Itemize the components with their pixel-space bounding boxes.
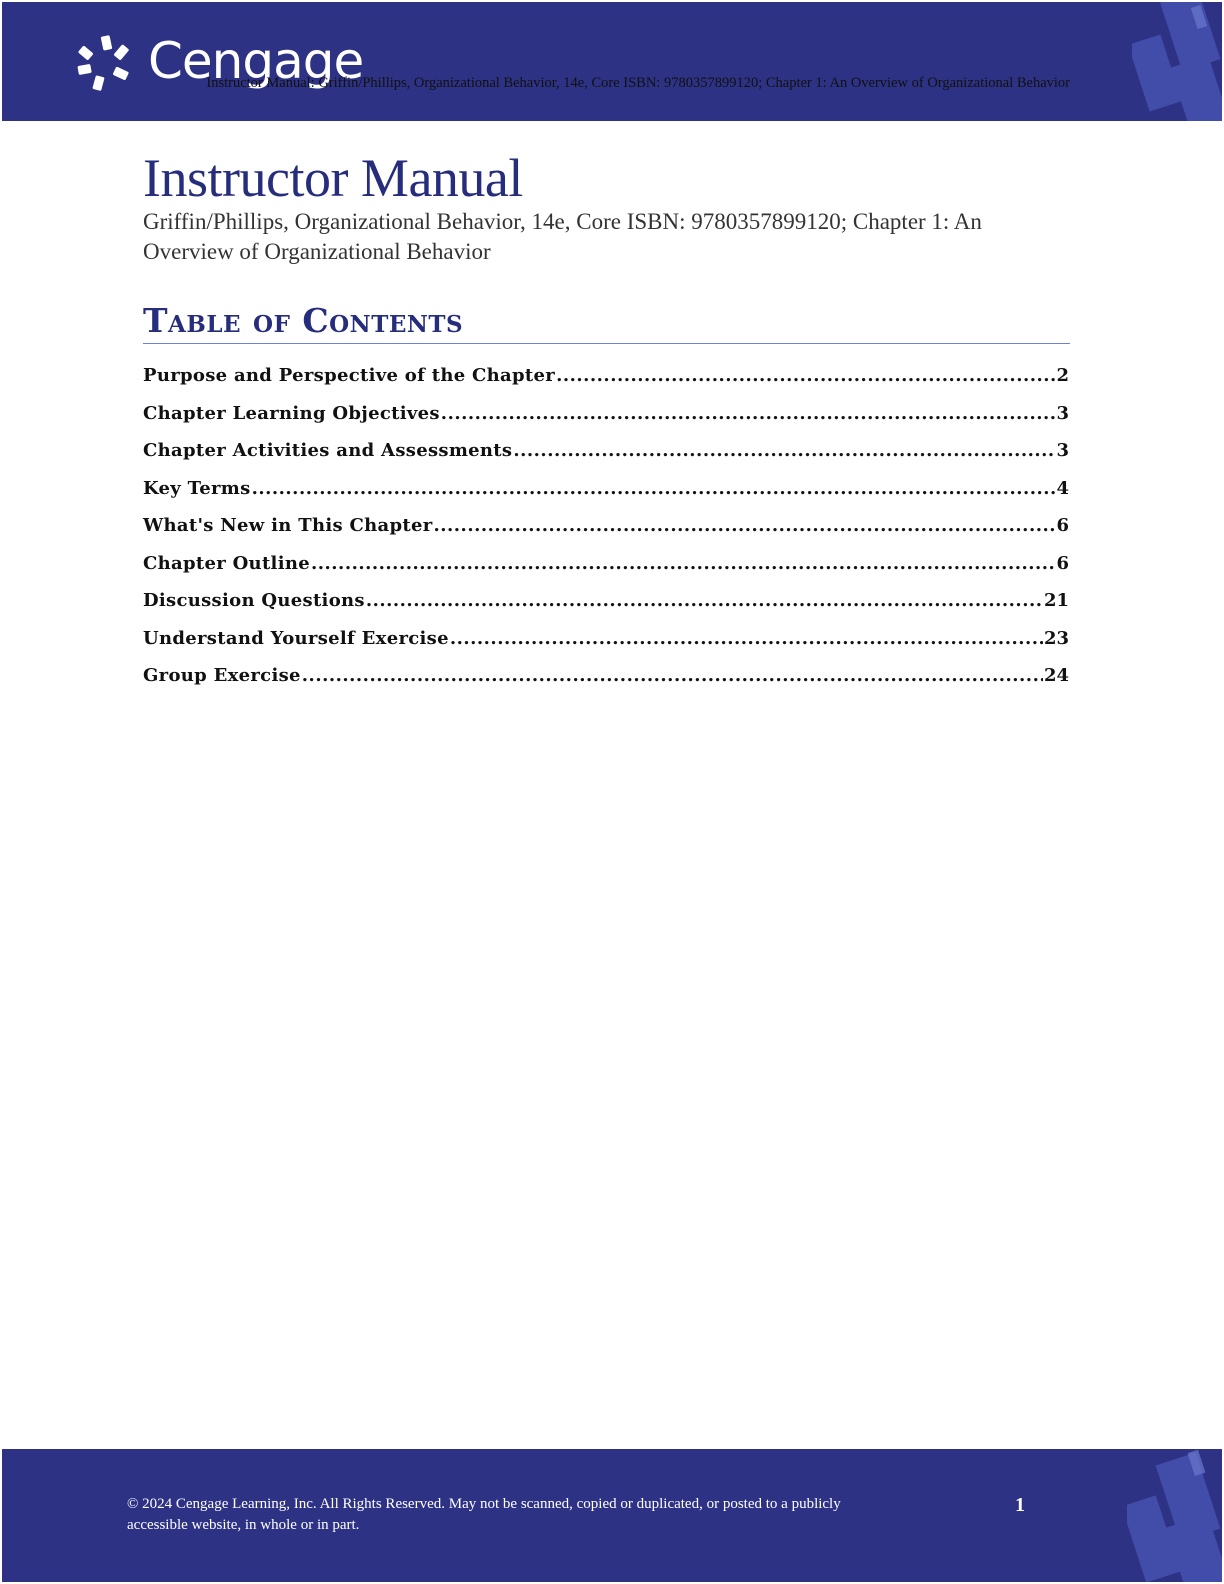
toc-entry-whats-new[interactable] [143, 515, 1069, 553]
toc-entry-learning-objectives[interactable] [143, 403, 1069, 441]
toc-page-number: 3 [1056, 402, 1069, 424]
copyright-notice: © 2024 Cengage Learning, Inc. All Rights Reserved. May not be scanned, copied or duplicated, or posted to a publicly accessible website, in whole or in part. [127, 1496, 841, 1533]
toc-dot-leader [311, 553, 1055, 574]
toc-page-number: 21 [1043, 590, 1069, 611]
toc-entry-label: What's New in This Chapter [143, 515, 433, 536]
toc-dot-leader [556, 365, 1055, 386]
toc-entry-label: Chapter Outline [143, 552, 310, 574]
toc-entry-understand-yourself[interactable] [143, 628, 1069, 666]
toc-entry-label: Chapter Learning Objectives [143, 402, 440, 424]
toc-dot-leader [366, 590, 1043, 611]
toc-page-number: 23 [1043, 627, 1069, 649]
toc-entry-label: Chapter Activities and Assessments [143, 440, 513, 461]
toc-page-number: 6 [1056, 552, 1069, 574]
toc-page-number: 4 [1056, 477, 1069, 499]
toc-page-number: 24 [1043, 665, 1069, 686]
toc-dot-leader [433, 515, 1055, 536]
toc-entry-label: Purpose and Perspective of the Chapter [143, 365, 556, 386]
toc-heading: Table of Contents [143, 303, 1070, 344]
document-title: Instructor Manual [143, 148, 523, 208]
toc-entry-activities[interactable] [143, 440, 1069, 478]
toc-entry-purpose[interactable] [143, 365, 1069, 403]
toc-dot-leader [441, 403, 1056, 424]
toc-page-number: 3 [1056, 440, 1069, 461]
toc-entry-label: Group Exercise [143, 665, 301, 686]
running-head: Instructor Manual: Griffin/Phillips, Organizational Behavior, 14e, Core ISBN: 9780357899120; Chapter 1: An Overview of Organizational Behavior [206, 75, 1070, 91]
table-of-contents [143, 365, 1069, 703]
document-subtitle: Griffin/Phillips, Organizational Behavior, 14e, Core ISBN: 9780357899120; Chapter 1: An Overview of Organizational Behavior [143, 209, 982, 264]
corner-decoration-icon [1132, 2, 1222, 121]
toc-entry-label: Understand Yourself Exercise [143, 627, 449, 649]
footer-band [2, 1449, 1222, 1582]
toc-dot-leader [252, 478, 1056, 499]
toc-entry-label: Discussion Questions [143, 590, 365, 611]
toc-page-number: 6 [1056, 515, 1069, 536]
toc-dot-leader [302, 665, 1043, 686]
corner-decoration-icon [1127, 1449, 1222, 1582]
toc-page-number: 2 [1056, 365, 1069, 386]
header-band [2, 2, 1222, 121]
logo-wordmark: Cengage [148, 32, 364, 90]
toc-entry-chapter-outline[interactable] [143, 553, 1069, 591]
toc-dot-leader [450, 628, 1043, 649]
page-number: 1 [1015, 1494, 1025, 1516]
toc-dot-leader [513, 440, 1055, 461]
toc-entry-label: Key Terms [143, 477, 251, 499]
cengage-burst-icon [76, 33, 136, 93]
toc-entry-key-terms[interactable] [143, 478, 1069, 516]
toc-entry-group-exercise[interactable] [143, 665, 1069, 703]
toc-entry-discussion-questions[interactable] [143, 590, 1069, 628]
